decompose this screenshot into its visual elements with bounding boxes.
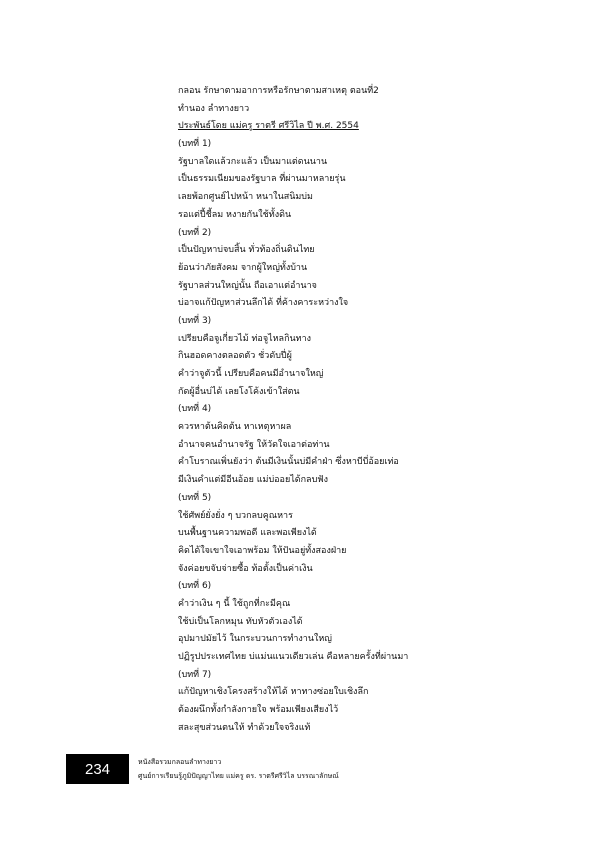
poem-lines bbox=[178, 136, 478, 737]
poem-line: ใช้ศัพย์ยั่งยั่ง ๆ บวกลบคูณหาร bbox=[178, 510, 293, 521]
poem-byline: ประพันธ์โดย แม่ครู ราตรี ศรีวิไล ปี พ.ศ. 2554 bbox=[178, 121, 359, 132]
stanza-heading: (บทที่ 4) bbox=[178, 404, 212, 415]
poem-line: อุปมาปมัยไว้ ในกระบวนการทำงานใหญ่ bbox=[178, 634, 332, 645]
footer-center-name: ศูนย์การเรียนรู้ภูมิปัญญาไทย แม่ครู ดร. ราตรีศรีวิไล บรรณาลักษณ์ bbox=[138, 772, 339, 780]
poem-line: ควรหาต้นคิดต้น หาเหตุหาผล bbox=[178, 422, 292, 433]
poem-line: รัฐบาลใดแล้วกะแล้ว เป็นมาแต่ดนนาน bbox=[178, 156, 328, 167]
poem-line: เป็นธรรมเนียมของรัฐบาล ที่ผ่านมาหลายรุ่น bbox=[178, 174, 346, 185]
stanza-heading: (บทที่ 1) bbox=[178, 139, 212, 150]
poem-line: ใช้บ่เป็นโลกหมุน ทับหัวตัวเองได้ bbox=[178, 616, 303, 627]
poem-line: เปรียบคือจูเกี่ยวไม้ ท่อจูไหลกินทาง bbox=[178, 333, 312, 344]
page-number-box bbox=[66, 754, 129, 784]
stanza-heading: (บทที่ 2) bbox=[178, 227, 212, 238]
stanza-heading: (บทที่ 7) bbox=[178, 669, 212, 680]
poem-line: ปฏิรูปประเทศไทย บ่แม่นแนวเดียวเล่น คือหลายครั้งที่ผ่านมา bbox=[178, 652, 409, 662]
poem-line: บนพื้นฐานความพอดี และพอเพียงได้ bbox=[178, 528, 317, 539]
poem-line: กัดผู้อื่นบ่ได้ เลยโงโค้งเข้าใส่ตน bbox=[178, 386, 300, 397]
poem-line: รัฐบาลส่วนใหญ่นั้น ถือเอาแต่อำนาจ bbox=[178, 280, 317, 291]
poem-line: รอแต่ปี้ชี้ลม หงายกันใช้ทั้งดิน bbox=[178, 209, 292, 220]
poem-line: คำว่าจูตัวนี้ เปรียบคือคนมีอำนาจใหญ่ bbox=[178, 369, 324, 379]
poem-line: คิดได้ใจเขาใจเอาพร้อม ให้ปันอยู่ทั้งสองฝ่าย bbox=[178, 545, 347, 556]
poem-line: อำนาจคนอำนาจรัฐ ให้วัดใจเอาต่อท่าน bbox=[178, 439, 330, 450]
poem-line: แก้ปัญหาเชิงโครงสร้างให้ได้ หาทางซ่อยใบเชิงลึก bbox=[178, 687, 369, 698]
poem-line: สละสุขส่วนตนให้ ทำด้วยใจจริงแท้ bbox=[178, 722, 311, 733]
poem-line: ย้อนว่าภัยสังคม จากผู้ใหญ่ทั้งบ้าน bbox=[178, 262, 308, 273]
poem-content bbox=[178, 83, 478, 737]
footer-text bbox=[138, 755, 339, 783]
page-number: 234 bbox=[84, 760, 111, 778]
stanza-heading: (บทที่ 6) bbox=[178, 581, 212, 592]
poem-line: กินฮอดคางตลอดตัว ชั่วดับปี่ผู้ bbox=[178, 351, 292, 362]
poem-line: จังค่อยขจับจ่ายซื้อ ท้อตั้งเป็นค่าเงิน bbox=[178, 563, 313, 574]
stanza-heading: (บทที่ 3) bbox=[178, 315, 212, 326]
poem-line: บ่อาจแก้ปัญหาส่วนลึกได้ ที่ค้างคาระหว่างใจ bbox=[178, 298, 349, 309]
footer-book-title: หนังสือรวมกลอนลำทางยาว bbox=[138, 758, 222, 766]
poem-line: คำโบราณเพิ่นยังว่า ต้นมีเงินนั้นบ่มีคำฝ่า ซึ่งหาบีบี่อ้อยเท่อ bbox=[178, 457, 399, 468]
poem-line: ต้องผนึกทั้งกำลังกายใจ พร้อมเพียงเสียงไว้ bbox=[178, 705, 339, 716]
poem-line: เลยพ้อกศูนย์ไปหน้า หนาในสนิมบ่ม bbox=[178, 192, 313, 203]
poem-melody: ทำนอง ลำทางยาว bbox=[178, 103, 250, 114]
poem-line: เป็นปัญหาบ่จบสิ้น ทั่วท้องถิ่นดินไทย bbox=[178, 245, 315, 256]
poem-title: กลอน รักษาตามอาการหรือรักษาตามสาเหตุ ตอนที่2 bbox=[178, 86, 379, 96]
poem-line: มีเงินคำแต่มีอีนอ้อย แม่บ่ออยได้กลบฟัง bbox=[178, 475, 329, 486]
stanza-heading: (บทที่ 5) bbox=[178, 492, 212, 503]
poem-line: คำว่าเงิน ๆ นี้ ใช้ถูกที่กะมีคุณ bbox=[178, 598, 291, 609]
